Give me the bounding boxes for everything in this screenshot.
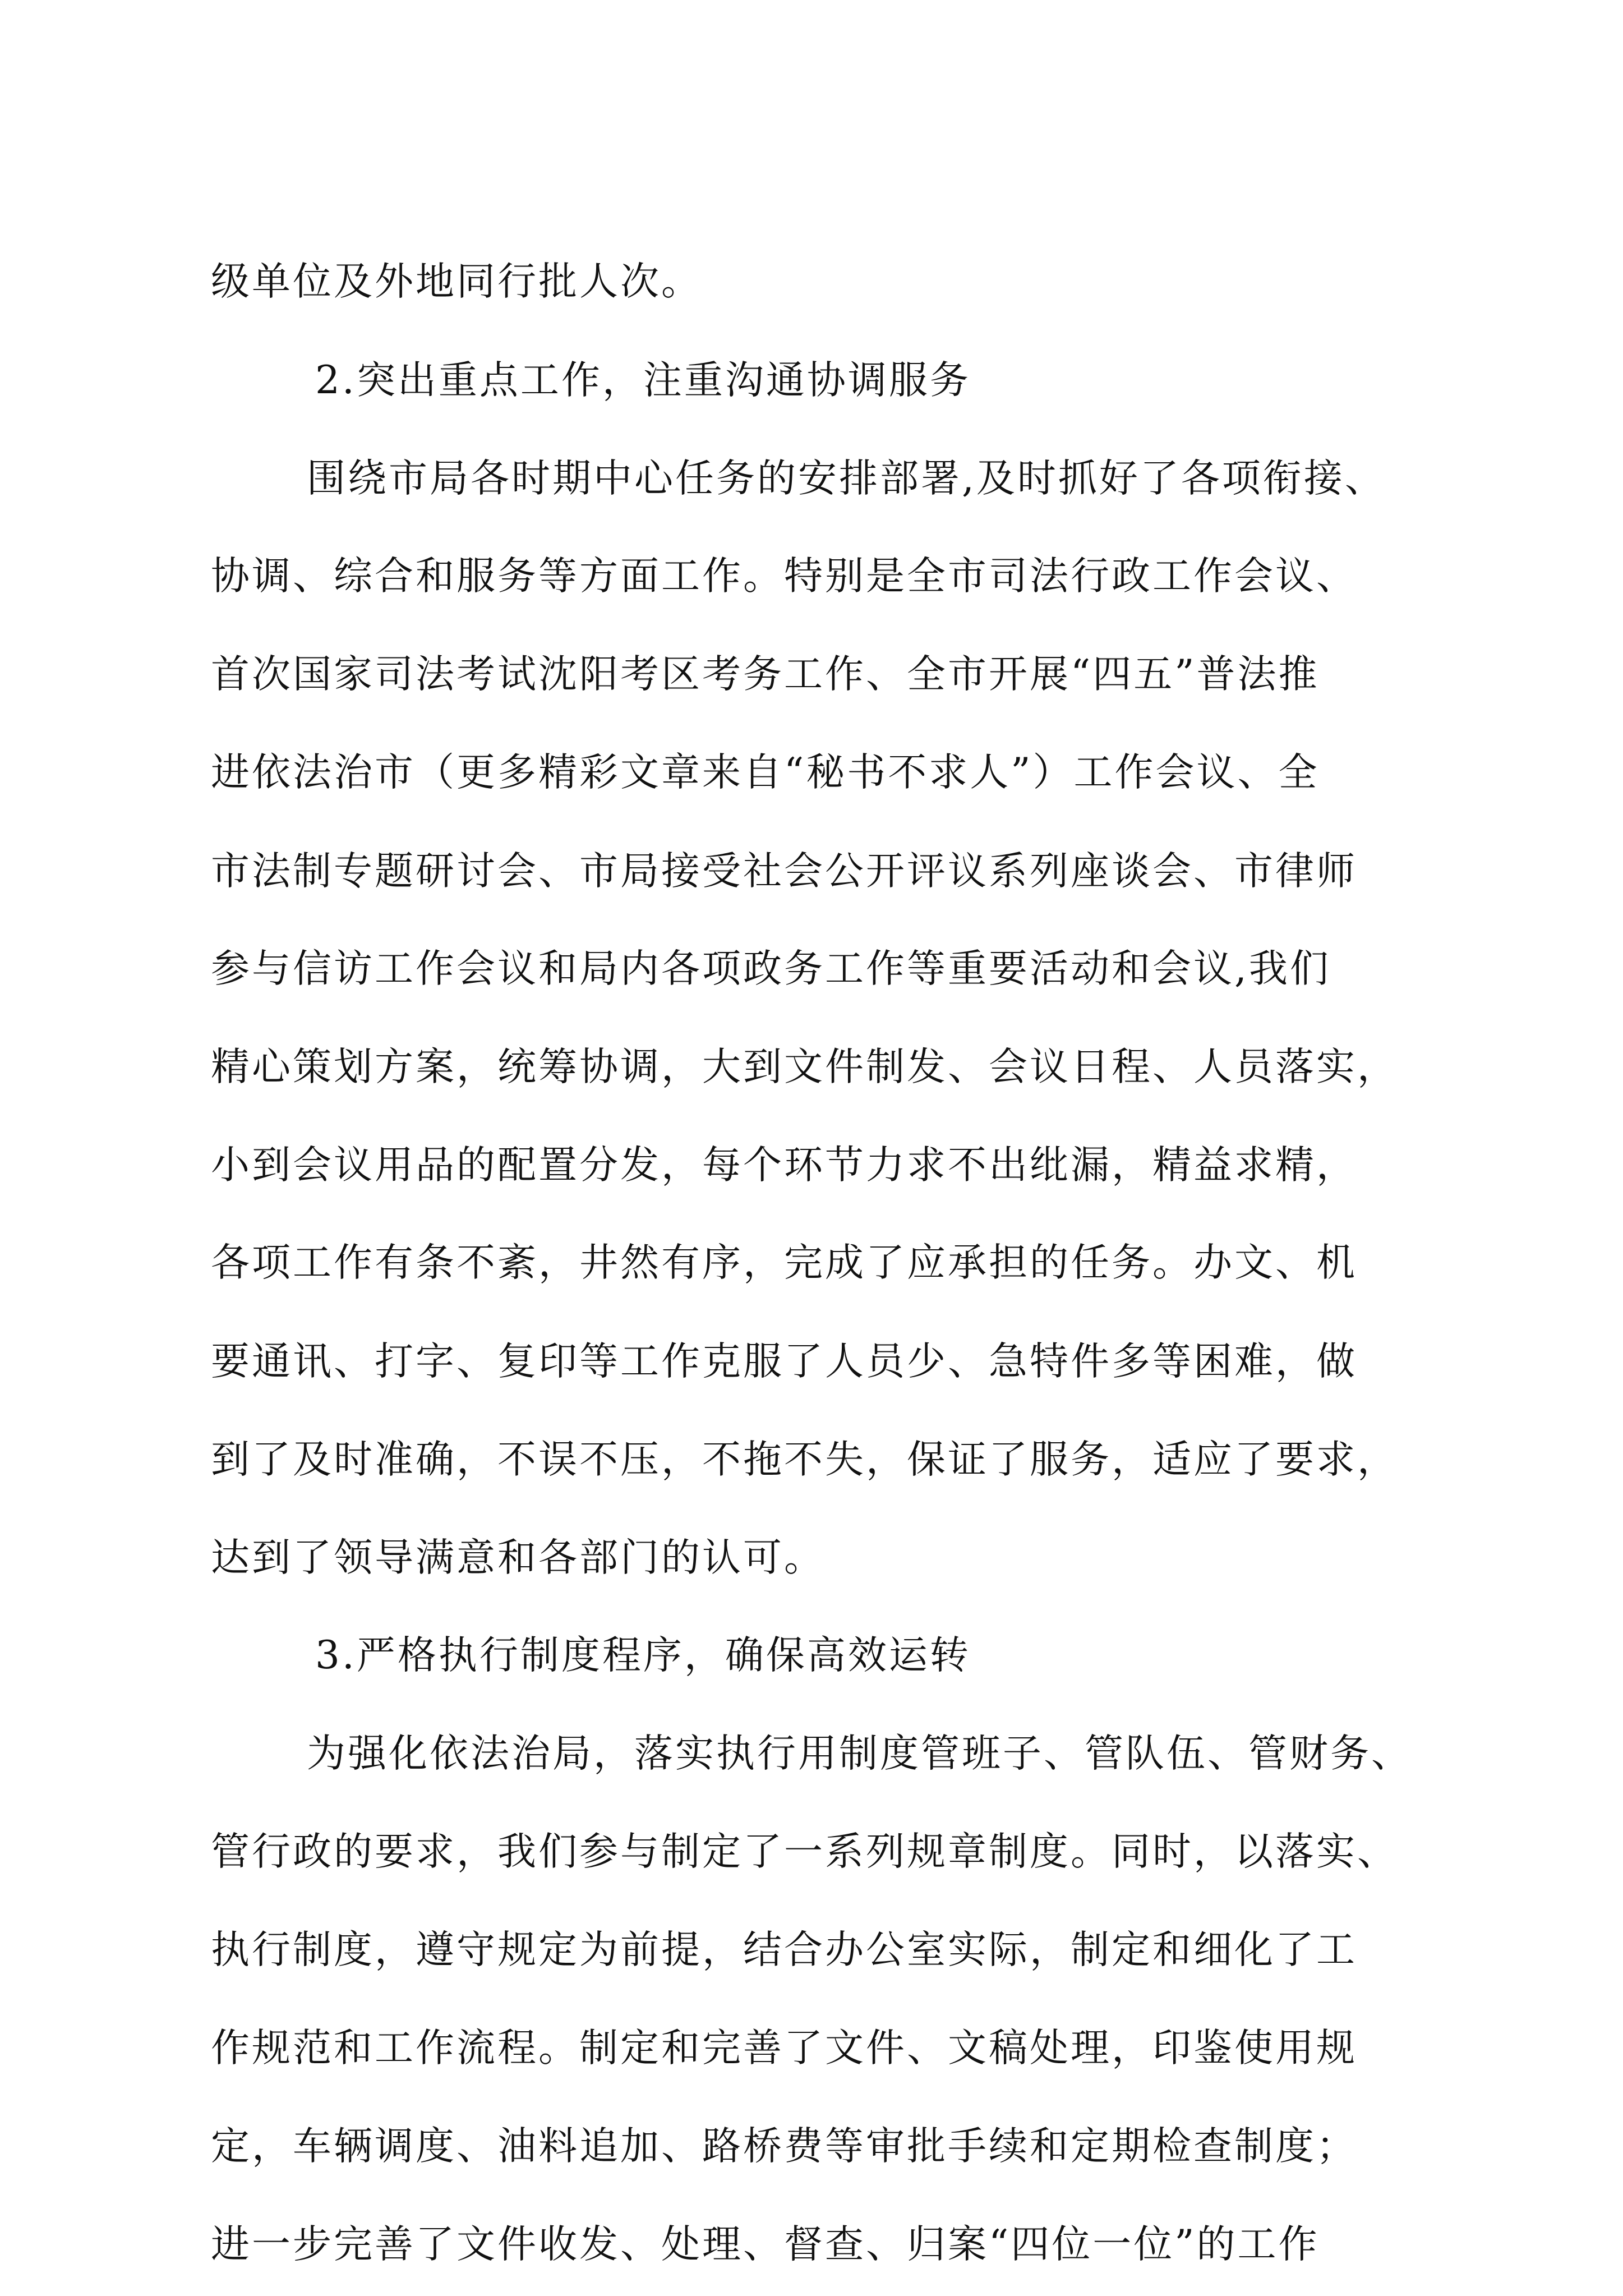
body-line: 进一步完善了文件收发、处理、督查、归案“四位一位”的工作 bbox=[211, 2222, 1320, 2267]
body-line: 进依法治市（更多精彩文章来自“秘书不求人”）工作会议、全 bbox=[211, 750, 1320, 795]
body-line: 参与信访工作会议和局内各项政务工作等重要活动和会议,我们 bbox=[211, 946, 1331, 991]
body-line: 小到会议用品的配置分发，每个环节力求不出纰漏，精益求精， bbox=[211, 1143, 1357, 1188]
body-line: 定，车辆调度、油料追加、路桥费等审批手续和定期检查制度； bbox=[211, 2124, 1357, 2169]
body-line: 作规范和工作流程。制定和完善了文件、文稿处理，印鉴使用规 bbox=[211, 2026, 1357, 2070]
body-line: 达到了领导满意和各部门的认可。 bbox=[211, 1535, 825, 1580]
section-heading: 3.严格执行制度程序，确保高效运转 bbox=[315, 1633, 971, 1678]
body-line: 管行政的要求，我们参与制定了一系列规章制度。同时，以落实、 bbox=[211, 1829, 1398, 1874]
body-line: 协调、综合和服务等方面工作。特别是全市司法行政工作会议、 bbox=[211, 554, 1357, 599]
body-line: 首次国家司法考试沈阳考区考务工作、全市开展“四五”普法推 bbox=[211, 652, 1320, 697]
body-line: 围绕市局各时期中心任务的安排部署,及时抓好了各项衔接、 bbox=[307, 456, 1386, 501]
body-line: 要通讯、打字、复印等工作克服了人员少、急特件多等困难，做 bbox=[211, 1339, 1357, 1384]
body-line: 执行制度，遵守规定为前提，结合办公室实际，制定和细化了工 bbox=[211, 1927, 1357, 1972]
body-line: 到了及时准确，不误不压，不拖不失，保证了服务，适应了要求， bbox=[211, 1437, 1398, 1482]
body-line: 级单位及外地同行批人次。 bbox=[211, 259, 702, 304]
body-line: 精心策划方案，统筹协调，大到文件制发、会议日程、人员落实， bbox=[211, 1045, 1398, 1089]
section-heading: 2.突出重点工作，注重沟通协调服务 bbox=[315, 358, 971, 403]
body-line: 市法制专题研讨会、市局接受社会公开评议系列座谈会、市律师 bbox=[211, 849, 1357, 894]
body-line: 为强化依法治局，落实执行用制度管班子、管队伍、管财务、 bbox=[307, 1731, 1412, 1776]
body-line: 各项工作有条不紊，井然有序，完成了应承担的任务。办文、机 bbox=[211, 1240, 1357, 1285]
